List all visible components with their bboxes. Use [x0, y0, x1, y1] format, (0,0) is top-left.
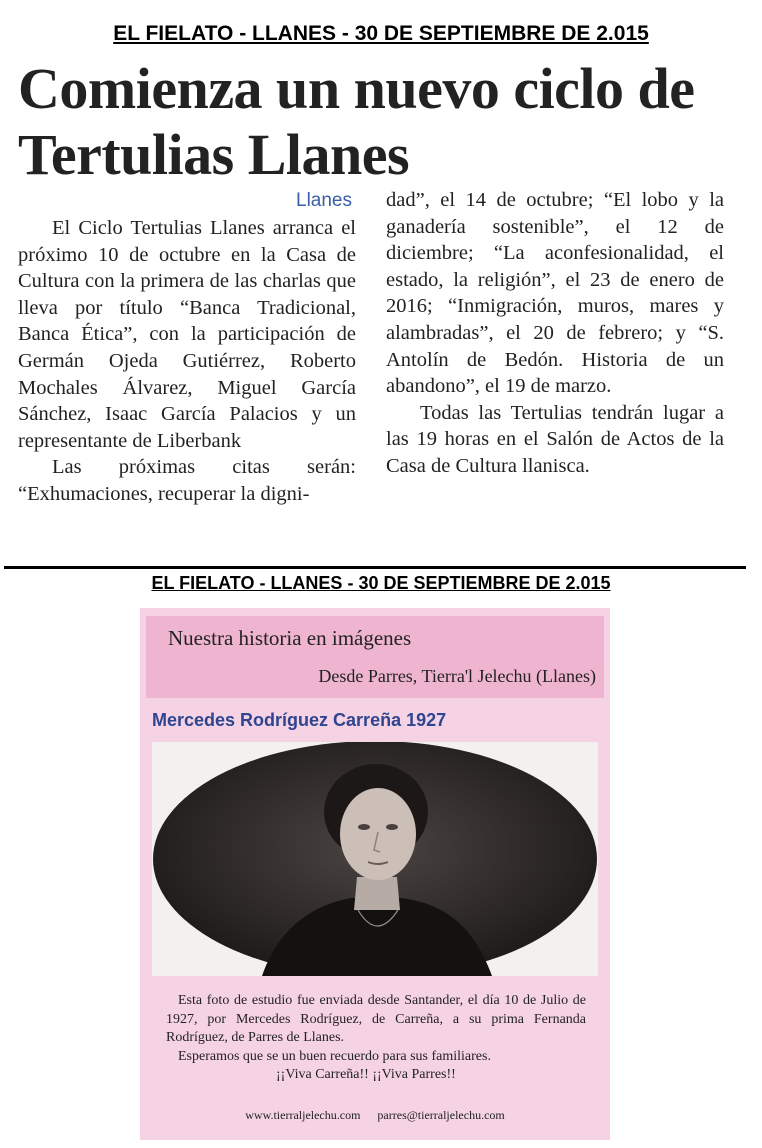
newspaper-header-2: EL FIELATO - LLANES - 30 DE SEPTIEMBRE DE 2.015: [151, 573, 611, 593]
email-link[interactable]: parres@tierraljelechu.com: [377, 1108, 505, 1122]
website-link[interactable]: www.tierraljelechu.com: [245, 1108, 361, 1122]
card-banner: [146, 616, 604, 698]
article-paragraph: Las próximas citas serán: “Exhumaciones, recuperar la digni-: [18, 456, 356, 505]
card-title: Nuestra historia en imágenes: [168, 626, 412, 650]
caption-paragraph: Esperamos que se un buen recuerdo para sus familiares.: [178, 1048, 491, 1064]
article-paragraph: dad”, el 14 de octubre; “El lobo y la ganadería sostenible”, el 12 de diciembre; “La aconfesionalidad, el estado, la religión”, el 23 de enero de 2016; “Inmigración, muros, mares y alambradas”, el 20 de febrero; y “S. Antolín de Bedón. Historia de un abandono”, el 19 de marzo.: [386, 189, 724, 398]
article-paragraph: Todas las Tertulias tendrán lugar a las 19 horas en el Salón de Actos de la Casa de Cultura llanisca.: [386, 401, 724, 477]
article-column-1: [18, 215, 356, 508]
card-footer: [140, 1108, 610, 1123]
article-location: Llanes: [296, 190, 352, 211]
caption-paragraph: Esta foto de estudio fue enviada desde Santander, el día 10 de Julio de 1927, por Mercedes Rodríguez, de Carreña, a su prima Fernanda Rodríguez, de Parres de Llanes.: [166, 993, 586, 1045]
card-subtitle: Desde Parres, Tierra'l Jelechu (Llanes): [318, 666, 596, 686]
article-column-2: [386, 187, 724, 480]
photo-caption: [166, 992, 586, 1085]
portrait-photo: [152, 742, 598, 976]
article-paragraph: El Ciclo Tertulias Llanes arranca el próximo 10 de octubre en la Casa de Cultura con la primera de las charlas que lleva por título “Banca Tradicional, Banca Ética”, con la participación de Germán Ojeda Gutiérrez, Roberto Mochales Álvarez, Miguel García Sánchez, Isaac García Palacios y un representante de Liberbank: [18, 217, 356, 452]
portrait-image: [152, 742, 598, 976]
newspaper-header: EL FIELATO - LLANES - 30 DE SEPTIEMBRE DE 2.015: [113, 22, 649, 45]
photo-title: Mercedes Rodríguez Carreña 1927: [152, 710, 447, 730]
article-headline: Comienza un nuevo ciclo de Tertulias Llanes: [18, 56, 695, 187]
caption-cheer: ¡¡Viva Carreña!! ¡¡Viva Parres!!: [276, 1067, 456, 1082]
section-divider: [4, 566, 746, 569]
history-card: [140, 608, 610, 1140]
